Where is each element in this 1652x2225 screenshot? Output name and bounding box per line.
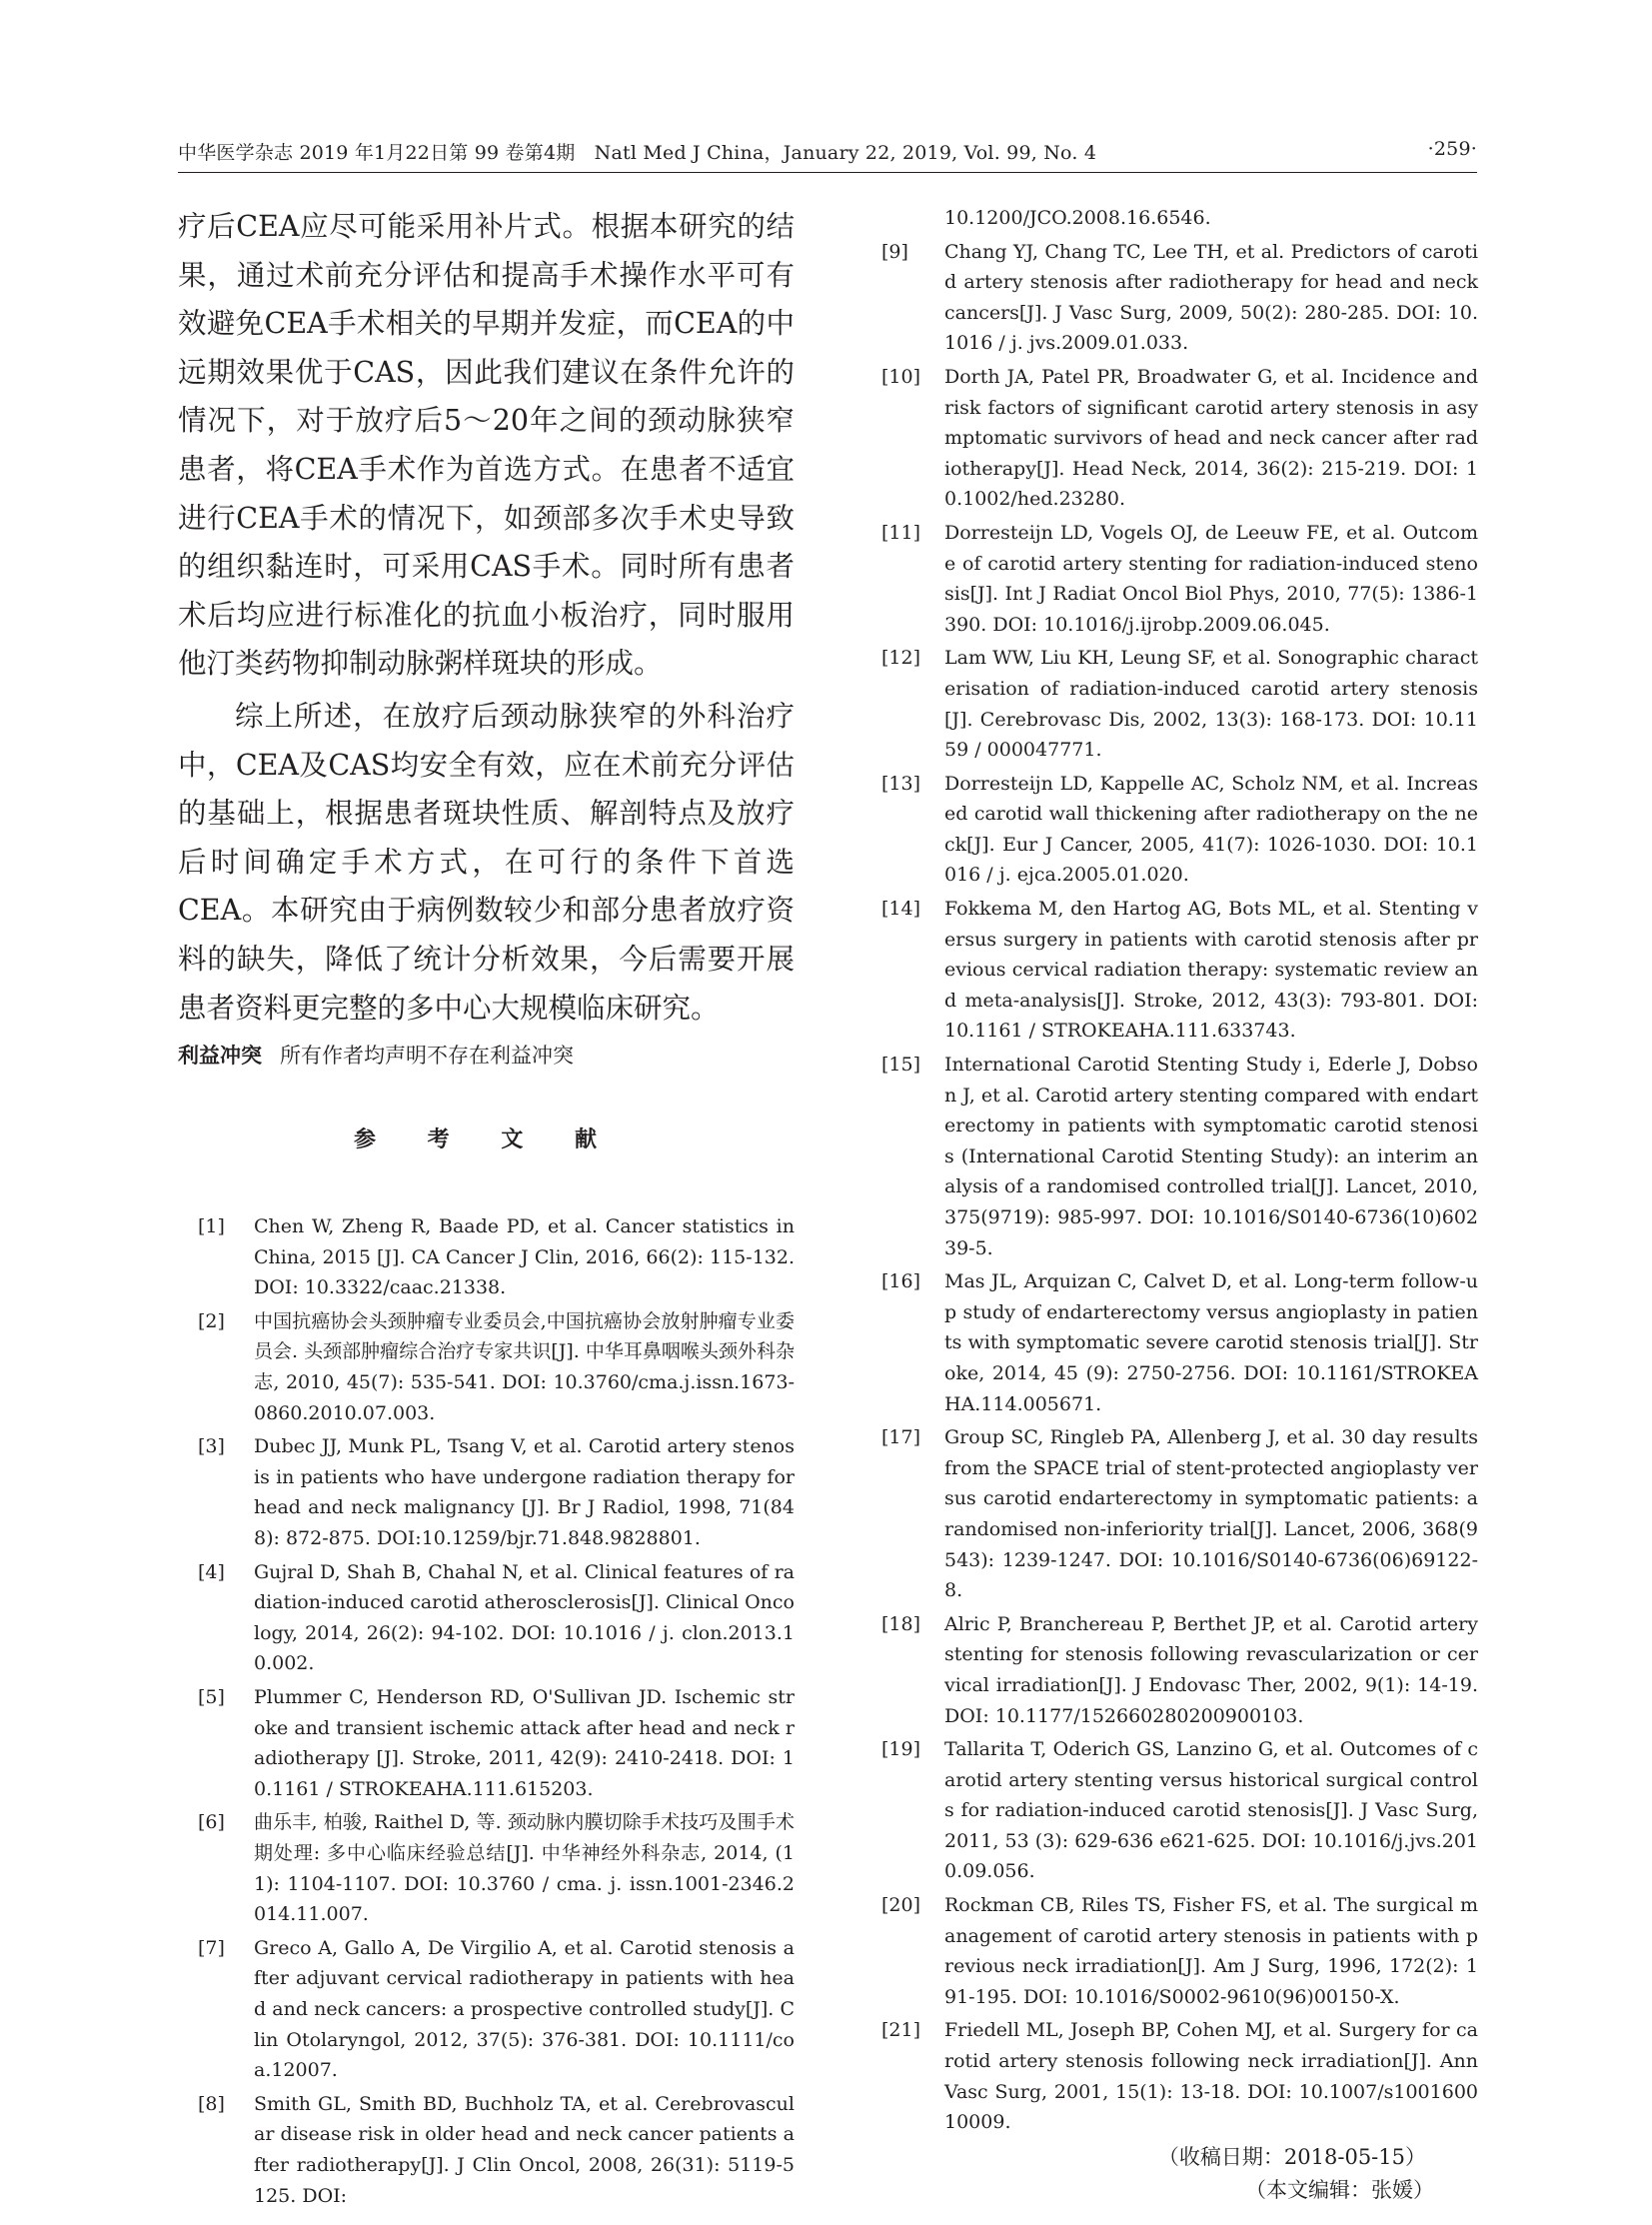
reference-text: Smith GL, Smith BD, Buchholz TA, et al. Cerebrovascular disease risk in older head and neck cancer patients after radiotherapy[J]. J Clin Oncol, 2008, 26(31): 5119-5125. DOI: (254, 2092, 795, 2207)
reference-text: Plummer C, Henderson RD, O'Sullivan JD. Ischemic stroke and transient ischemic attack after head and neck radiotherapy [J]. Stroke, 2011, 42(9): 2410-2418. DOI: 10.1161 / STROKEAHA.111.615203. (254, 1686, 795, 1800)
reference-number: [16] (881, 1270, 921, 1293)
journal-citation: 中华医学杂志 2019 年1月22日第 99 卷第4期 Natl Med J China，January 22, 2019, Vol. 99, No. 4 (178, 142, 1097, 164)
reference-number: [1] (198, 1215, 225, 1238)
reference-number: [14] (881, 898, 921, 921)
reference-number: [7] (198, 1936, 225, 1959)
reference-number: [18] (881, 1612, 921, 1635)
reference-number: [10] (881, 365, 921, 388)
conflict-text: 所有作者均声明不存在利益冲突 (280, 1044, 574, 1069)
reference-item (877, 237, 1478, 359)
reference-item (178, 1557, 795, 1679)
reference-text: Dorth JA, Patel PR, Broadwater G, et al. Incidence and risk factors of significant carotid artery stenosis in asymptomatic survivors of head and neck cancer after radiotherapy[J]. Head Neck, 2014, 36(2): 215-219. DOI: 10.1002/hed.23280. (944, 365, 1478, 511)
reference-number: [17] (881, 1426, 921, 1449)
reference-item (178, 2089, 795, 2211)
reference-continuation (877, 203, 1478, 234)
reference-text: Greco A, Gallo A, De Virgilio A, et al. Carotid stenosis after adjuvant cervical radiotherapy in patients with head and neck cancers: a prospective controlled study[J]. Clin Otolaryngol, 2012, 37(5): 376-381. DOI: 10.1111/coa.12007. (254, 1936, 795, 2082)
header-rule (178, 172, 1477, 173)
reference-item (877, 518, 1478, 640)
reference-number: [5] (198, 1686, 225, 1708)
reference-item (877, 2015, 1478, 2137)
editor-note: （本文编辑：张媛） (1245, 2177, 1434, 2202)
reference-item (178, 1431, 795, 1553)
reference-text: Lam WW, Liu KH, Leung SF, et al. Sonographic characterisation of radiation-induced carotid artery stenosis[J]. Cerebrovasc Dis, 2002, 13(3): 168-173. DOI: 10.1159 / 000047771. (944, 647, 1478, 762)
reference-text: 10.1200/JCO.2008.16.6546. (944, 207, 1211, 229)
reference-item (877, 1890, 1478, 2012)
reference-text: Chen W, Zheng R, Baade PD, et al. Cancer statistics in China, 2015 [J]. CA Cancer J Clin, 2016, 66(2): 115-132. DOI: 10.3322/caac.21338. (254, 1215, 795, 1299)
reference-text: Dorresteijn LD, Vogels OJ, de Leeuw FE, et al. Outcome of carotid artery stenting for radiation-induced stenosis[J]. Int J Radiat Oncol Biol Phys, 2010, 77(5): 1386-1390. DOI: 10.1016/j.ijrobp.2009.06.045. (944, 521, 1478, 636)
reference-number: [15] (881, 1054, 921, 1077)
reference-item (178, 1306, 795, 1428)
reference-item (877, 1050, 1478, 1263)
reference-number: [13] (881, 772, 921, 795)
reference-text: 中国抗癌协会头颈肿瘤专业委员会,中国抗癌协会放射肿瘤专业委员会. 头颈部肿瘤综合治疗专家共识[J]. 中华耳鼻咽喉头颈外科杂志, 2010, 45(7): 535-541. DOI: 10.3760/cma.j.issn.1673-0860.2010.07.003. (254, 1309, 795, 1424)
reference-text: Friedell ML, Joseph BP, Cohen MJ, et al. Surgery for carotid artery stenosis following neck irradiation[J]. Ann Vasc Surg, 2001, 15(1): 13-18. DOI: 10.1007/s100160010009. (944, 2019, 1478, 2134)
running-header (178, 138, 1477, 165)
reference-item (877, 769, 1478, 891)
reference-number: [11] (881, 521, 921, 544)
reference-item (877, 1734, 1478, 1887)
reference-number: [2] (198, 1309, 225, 1332)
reference-text: Dorresteijn LD, Kappelle AC, Scholz NM, et al. Increased carotid wall thickening after radiotherapy on the neck[J]. Eur J Cancer, 2005, 41(7): 1026-1030. DOI: 10.1016 / j. ejca.2005.01.020. (944, 772, 1478, 887)
reference-item (178, 1211, 795, 1303)
reference-list-left (178, 1211, 795, 2211)
reference-number: [19] (881, 1738, 921, 1761)
reference-number: [12] (881, 647, 921, 670)
reference-item (178, 1933, 795, 2086)
conflict-of-interest (178, 1041, 795, 1071)
reference-item (877, 1422, 1478, 1606)
reference-text: Rockman CB, Riles TS, Fisher FS, et al. The surgical management of carotid artery stenosis in patients with previous neck irradiation[J]. Am J Surg, 1996, 172(2): 191-195. DOI: 10.1016/S0002-9610(96)00150-X. (944, 1894, 1478, 2008)
reference-text: Alric P, Branchereau P, Berthet JP, et al. Carotid artery stenting for stenosis following revascularization or cervical irradiation[J]. J Endovasc Ther, 2002, 9(1): 14-19. DOI: 10.1177/152660280200900103. (944, 1612, 1478, 1727)
reference-item (877, 1609, 1478, 1731)
reference-text: Gujral D, Shah B, Chahal N, et al. Clinical features of radiation-induced carotid atherosclerosis[J]. Clinical Oncology, 2014, 26(2): 94-102. DOI: 10.1016 / j. clon.2013.10.002. (254, 1560, 795, 1675)
right-column (877, 203, 1478, 2207)
reference-text: Chang YJ, Chang TC, Lee TH, et al. Predictors of carotid artery stenosis after radiotherapy for head and neck cancers[J]. J Vasc Surg, 2009, 50(2): 280-285. DOI: 10.1016 / j. jvs.2009.01.033. (944, 240, 1478, 355)
reference-text: Group SC, Ringleb PA, Allenberg J, et al. 30 day results from the SPACE trial of stent-protected angioplasty versus carotid endarterectomy in symptomatic patients: a randomised non-inferiority trial[J]. Lancet, 2006, 368(9543): 1239-1247. DOI: 10.1016/S0140-6736(06)69122-8. (944, 1426, 1478, 1602)
reference-number: [3] (198, 1435, 225, 1458)
reference-list-right (877, 203, 1478, 2138)
reference-item (877, 362, 1478, 515)
reference-text: 曲乐丰, 柏骏, Raithel D, 等. 颈动脉内膜切除手术技巧及围手术期处理: 多中心临床经验总结[J]. 中华神经外科杂志, 2014, (11): 1104-1107. DOI: 10.3760 / cma. j. issn.1001-2346.2014.11.007. (254, 1811, 795, 1926)
reference-item (178, 1682, 795, 1804)
reference-item (877, 894, 1478, 1047)
reference-number: [4] (198, 1560, 225, 1583)
body-paragraph-2: 综上所述，在放疗后颈动脉狭窄的外科治疗中，CEA及CAS均安全有效，应在术前充分评估的基础上，根据患者斑块性质、解剖特点及放疗后时间确定手术方式，在可行的条件下首选CEA。本研究由于病例数较少和部分患者放疗资料的缺失，降低了统计分析效果，今后需要开展患者资料更完整的多中心大规模临床研究。 (178, 699, 795, 1025)
left-column (178, 203, 795, 2214)
reference-number: [20] (881, 1894, 921, 1917)
reference-text: Dubec JJ, Munk PL, Tsang V, et al. Carotid artery stenosis in patients who have undergone radiation therapy for head and neck malignancy [J]. Br J Radiol, 1998, 71(848): 872-875. DOI:10.1259/bjr.71.848.9828801. (254, 1435, 795, 1550)
reference-item (178, 1807, 795, 1929)
reference-text: International Carotid Stenting Study i, Ederle J, Dobson J, et al. Carotid artery stenting compared with endarterectomy in patients with symptomatic carotid stenosis (International Carotid Stenting Study): an interim analysis of a randomised controlled trial[J]. Lancet, 2010, 375(9719): 985-997. DOI: 10.1016/S0140-6736(10)60239-5. (944, 1054, 1478, 1259)
conflict-label: 利益冲突 (178, 1044, 262, 1069)
reference-number: [21] (881, 2019, 921, 2042)
page-number: ·259· (1427, 138, 1477, 160)
body-paragraph-1: 疗后CEA应尽可能采用补片式。根据本研究的结果，通过术前充分评估和提高手术操作水平可有效避免CEA手术相关的早期并发症，而CEA的中远期效果优于CAS，因此我们建议在条件允许的情况下，对于放疗后5～20年之间的颈动脉狭窄患者，将CEA手术作为首选方式。在患者不适宜进行CEA手术的情况下，如颈部多次手术史导致的组织黏连时，可采用CAS手术。同时所有患者术后均应进行标准化的抗血小板治疗，同时服用他汀类药物抑制动脉粥样斑块的形成。 (178, 210, 795, 681)
received-date: （收稿日期：2018-05-15） (1157, 2144, 1426, 2169)
reference-text: Fokkema M, den Hartog AG, Bots ML, et al. Stenting versus surgery in patients with carotid stenosis after previous cervical radiation therapy: systematic review and meta-analysis[J]. Stroke, 2012, 43(3): 793-801. DOI: 10.1161 / STROKEAHA.111.633743. (944, 898, 1478, 1043)
reference-text: Tallarita T, Oderich GS, Lanzino G, et al. Outcomes of carotid artery stenting versus historical surgical controls for radiation-induced carotid stenosis[J]. J Vasc Surg, 2011, 53 (3): 629-636 e621-625. DOI: 10.1016/j.jvs.2010.09.056. (944, 1738, 1478, 1883)
reference-item (877, 643, 1478, 765)
reference-number: [6] (198, 1811, 225, 1834)
reference-text: Mas JL, Arquizan C, Calvet D, et al. Long-term follow-up study of endarterectomy versus angioplasty in patients with symptomatic severe carotid stenosis trial[J]. Stroke, 2014, 45 (9): 2750-2756. DOI: 10.1161/STROKEAHA.114.005671. (944, 1270, 1478, 1415)
reference-number: [9] (881, 240, 908, 263)
reference-item (877, 1266, 1478, 1419)
references-title: 参 考 文 献 (354, 1127, 619, 1153)
reference-number: [8] (198, 2092, 225, 2115)
